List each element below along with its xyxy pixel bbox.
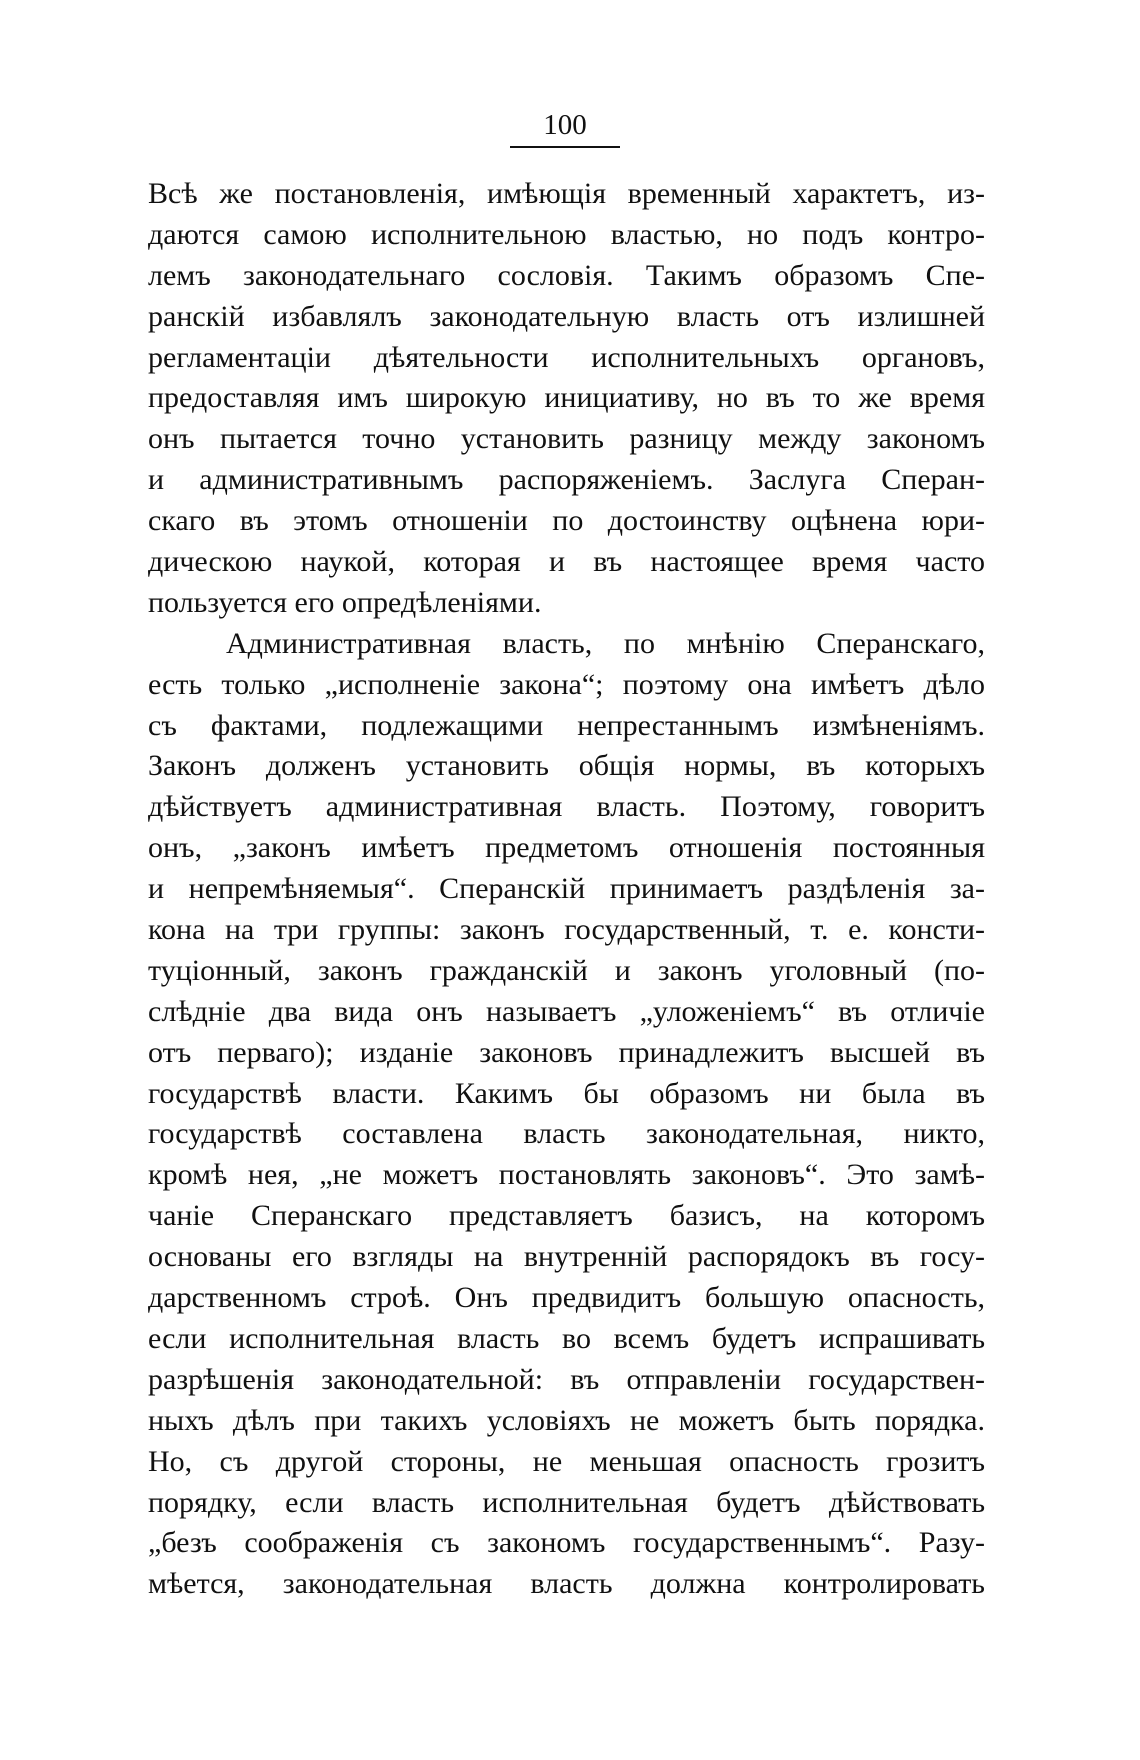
- text-line: Законъ долженъ установить общія нормы, въ которыхъ: [148, 749, 985, 783]
- text-line: дическою наукой, которая и въ настоящее время часто: [148, 545, 985, 579]
- text-line: и административнымъ распоряженіемъ. Заслуга Сперан-: [148, 463, 985, 497]
- text-line: есть только „исполненіе закона“; поэтому она имѣетъ дѣло: [148, 667, 985, 701]
- text-line: ранскій избавлялъ законодательную власть отъ излишней: [148, 299, 985, 333]
- text-line: скаго въ этомъ отношеніи по достоинству оцѣнена юри-: [148, 504, 985, 538]
- text-line: кромѣ нея, „не можетъ постановлять законовъ“. Это замѣ-: [148, 1158, 985, 1192]
- text-line: отъ перваго); изданіе законовъ принадлежитъ высшей въ: [148, 1035, 985, 1069]
- text-line: онъ, „законъ имѣетъ предметомъ отношенія постоянныя: [148, 831, 985, 865]
- text-line: пользуется его опредѣленіями.: [148, 585, 542, 619]
- text-line: туціонный, законъ гражданскій и законъ уголовный (по-: [148, 953, 985, 987]
- text-line: предоставляя имъ широкую инициативу, но въ то же время: [148, 381, 985, 415]
- text-line: государствѣ власти. Какимъ бы образомъ ни была въ: [148, 1076, 985, 1110]
- text-line: „безъ соображенія съ закономъ государственнымъ“. Разу-: [148, 1526, 985, 1560]
- text-line: лемъ законодательнаго сословія. Такимъ образомъ Спе-: [148, 258, 985, 292]
- text-line: съ фактами, подлежащими непрестаннымъ измѣненіямъ.: [148, 708, 985, 742]
- text-line: если исполнительная власть во всемъ будетъ испрашивать: [148, 1321, 985, 1355]
- text-line: Всѣ же постановленія, имѣющія временный характетъ, из-: [148, 177, 985, 210]
- text-line: слѣдніе два вида онъ называетъ „уложеніемъ“ въ отличіе: [148, 994, 985, 1028]
- text-line: государствѣ составлена власть законодательная, никто,: [148, 1117, 985, 1151]
- text-line: чаніе Сперанскаго представляетъ базисъ, на которомъ: [148, 1199, 985, 1233]
- text-line-paragraph-start: Административная власть, по мнѣнію Сперанскаго,: [226, 626, 985, 660]
- text-line: онъ пытается точно установить разницу между закономъ: [148, 422, 985, 456]
- text-line: даются самою исполнительною властью, но подъ контро-: [148, 217, 985, 251]
- text-line: регламентаціи дѣятельности исполнительныхъ органовъ,: [148, 340, 985, 374]
- text-line: разрѣшенія законодательной: въ отправленіи государствен-: [148, 1362, 985, 1396]
- text-line: дѣйствуетъ административная власть. Поэтому, говоритъ: [148, 790, 985, 824]
- text-line: порядку, если власть исполнительная будетъ дѣйствовать: [148, 1485, 985, 1519]
- text-line: основаны его взгляды на внутренній распорядокъ въ госу-: [148, 1240, 985, 1274]
- page-number: 100: [510, 108, 620, 148]
- text-line: дарственномъ строѣ. Онъ предвидитъ большую опасность,: [148, 1281, 985, 1315]
- text-line: ныхъ дѣлъ при такихъ условіяхъ не можетъ быть порядка.: [148, 1403, 985, 1437]
- body-text: [148, 174, 985, 1605]
- text-line: и непремѣняемыя“. Сперанскій принимаетъ раздѣленія за-: [148, 872, 985, 906]
- text-line: Но, съ другой стороны, не меньшая опасность грозитъ: [148, 1444, 985, 1478]
- text-line: мѣется, законодательная власть должна контролировать: [148, 1567, 985, 1601]
- text-line: кона на три группы: законъ государственный, т. е. консти-: [148, 913, 985, 947]
